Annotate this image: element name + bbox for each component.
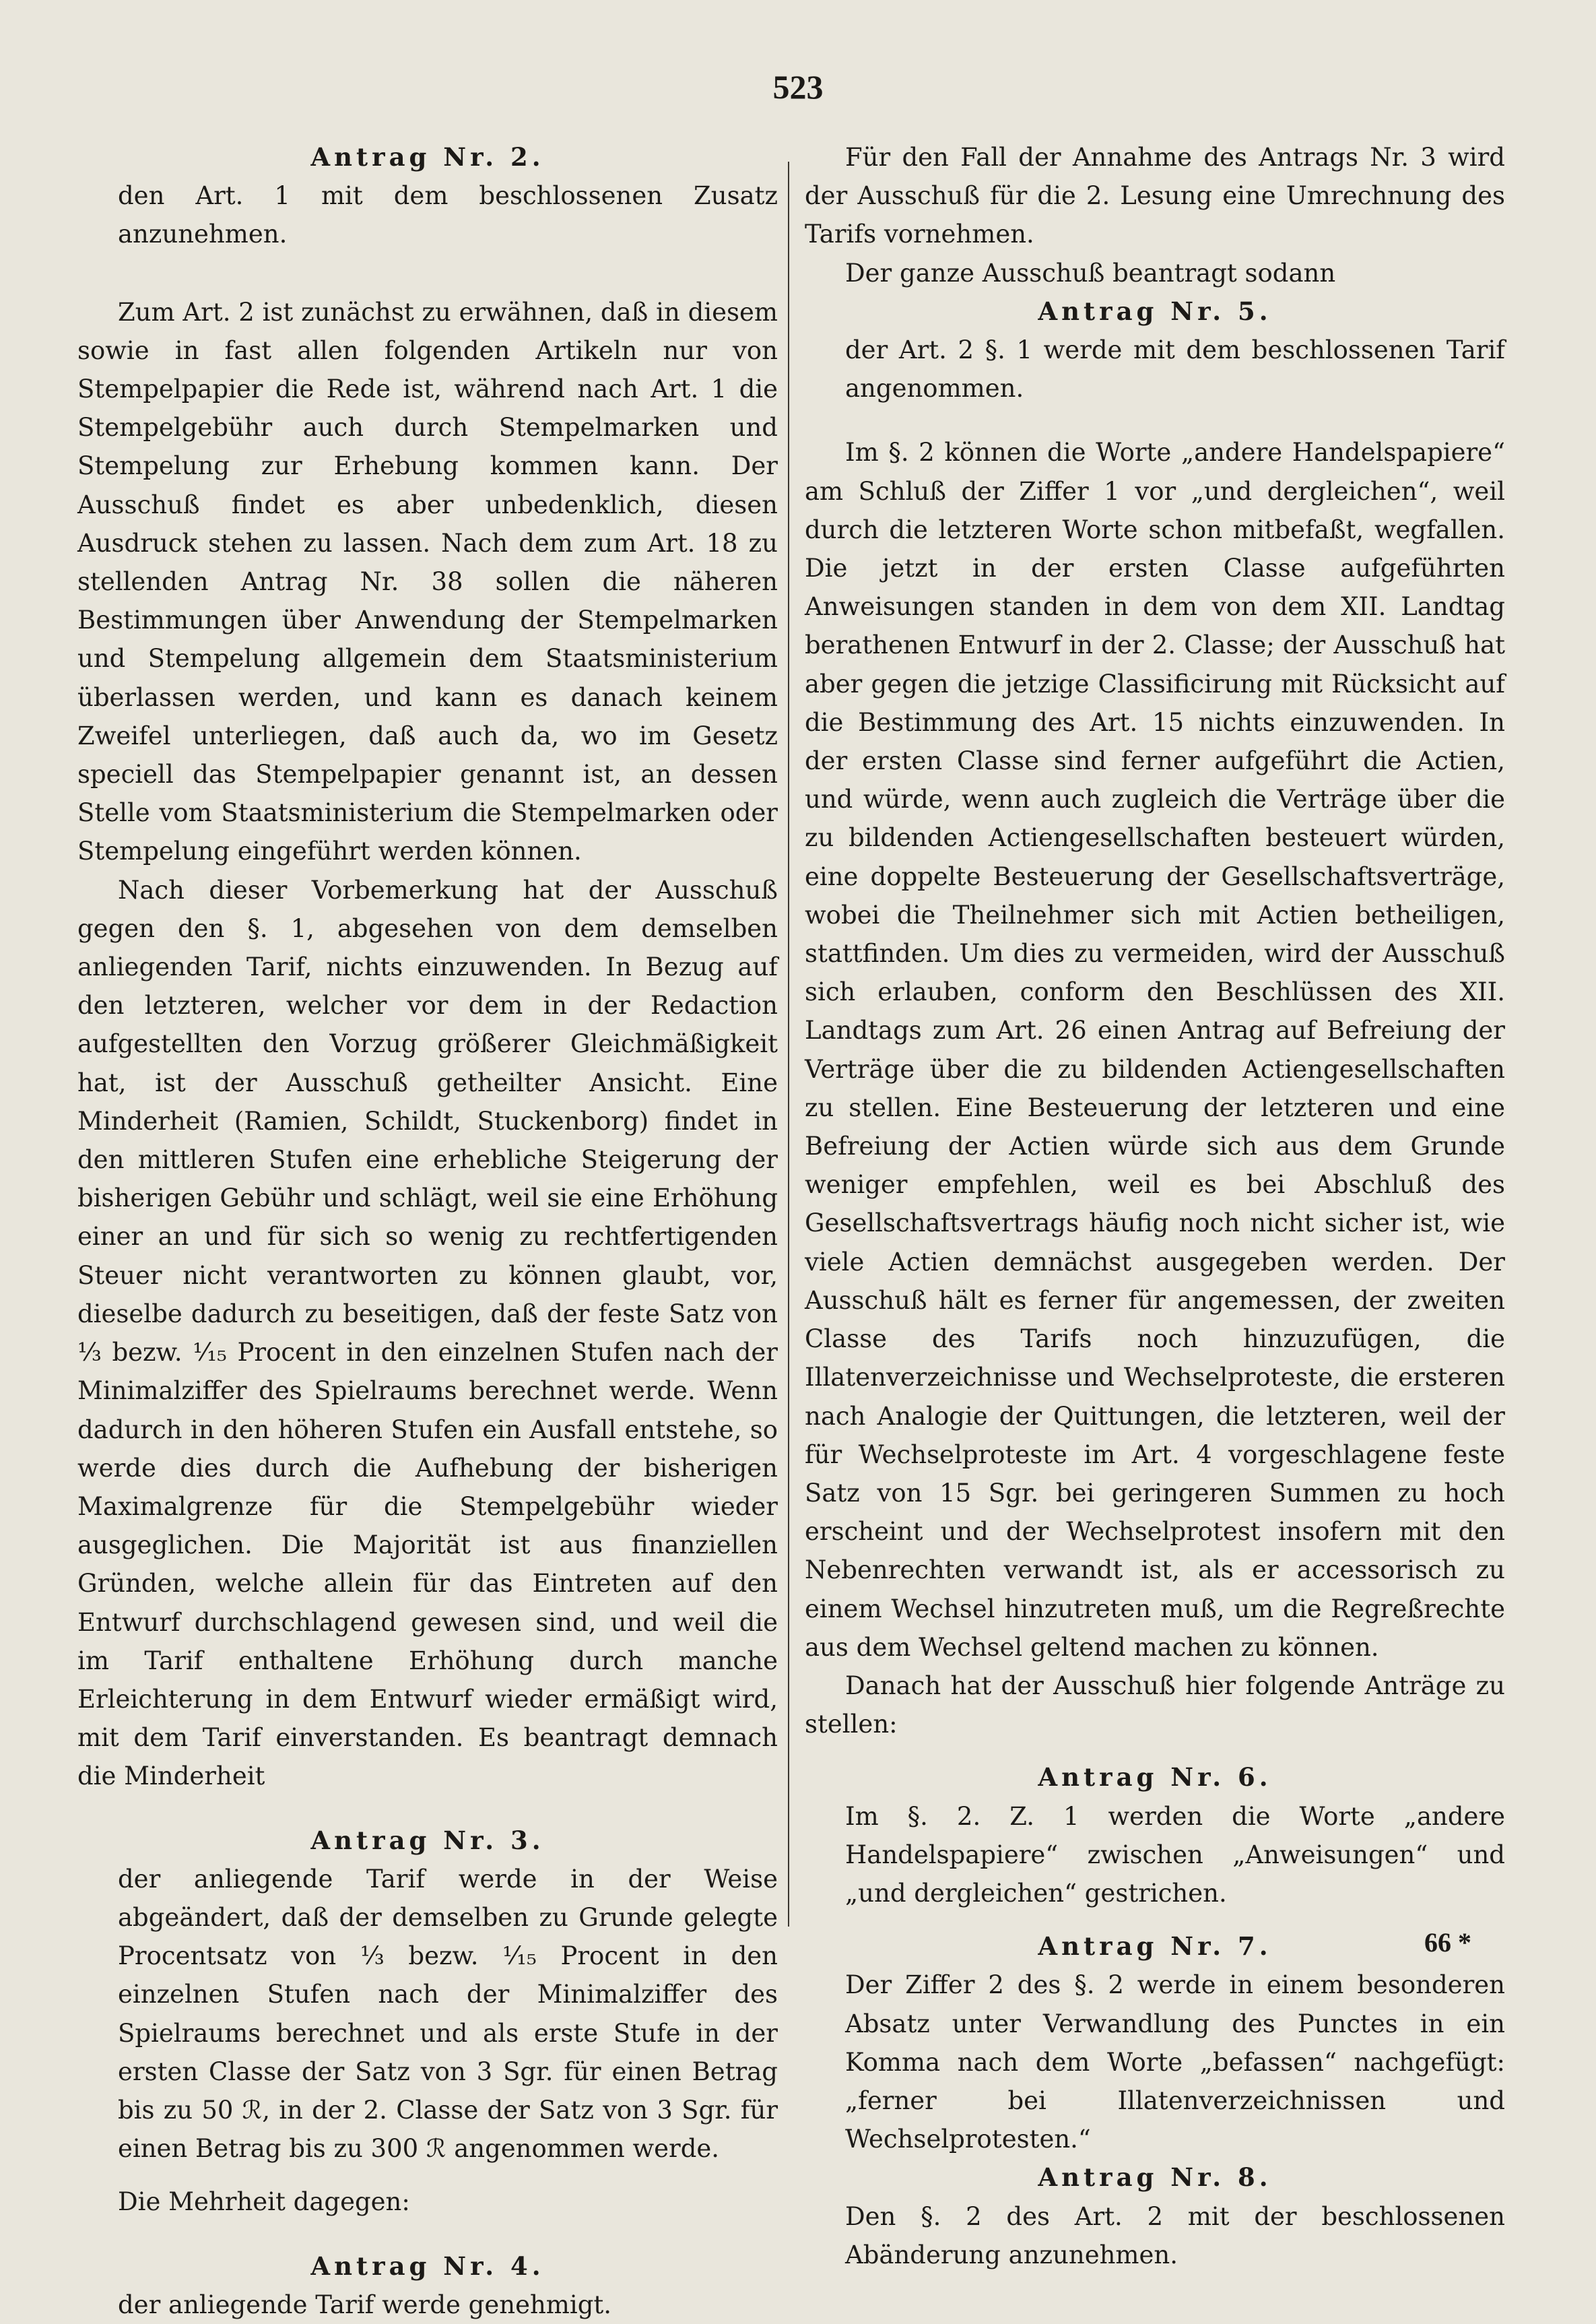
antrag-3-text: der anliegende Tarif werde in der Weise abgeändert, daß der demselben zu Grunde gelegte Procentsatz von ⅓ bezw. ¹⁄₁₅ Procent in den einzelnen Stufen nach der Minimalziffer des Spielraums berechnet und als erste Stufe in der ersten Classe der Satz von 3 Sgr. für einen Betrag bis zu 50 ℛ, in der 2. Classe der Satz von 3 Sgr. für einen Betrag bis zu 300 ℛ angenommen werde. <box>118 1864 778 2164</box>
antrag-2-heading: Antrag Nr. 2. <box>310 142 545 172</box>
antrag-4-text: der anliegende Tarif werde genehmigt. <box>118 2290 612 2319</box>
page-number: 523 <box>772 68 824 106</box>
majority-label: Die Mehrheit dagegen: <box>118 2187 410 2217</box>
right-paragraph-1: Für den Fall der Annahme des Antrags Nr. 3 wird der Ausschuß für die 2. Lesung eine Umrechnung des Tarifs vornehmen. <box>805 143 1505 249</box>
antrag-7-text: Der Ziffer 2 des §. 2 werde in einem besonderen Absatz unter Verwandlung des Punctes in ein Komma nach dem Worte „befassen“ nachgefügt: „ferner bei Illatenverzeichnissen und Wechselprotesten.“ <box>845 1970 1505 2154</box>
antrag-2-text: den Art. 1 mit dem beschlossenen Zusatz anzunehmen. <box>118 181 778 249</box>
right-paragraph-2: Der ganze Ausschuß beantragt sodann <box>845 258 1336 288</box>
left-column <box>77 138 778 2324</box>
right-paragraph-4: Danach hat der Ausschuß hier folgende Anträge zu stellen: <box>805 1671 1505 1739</box>
antrag-6-heading: Antrag Nr. 6. <box>1038 1762 1272 1793</box>
right-column <box>805 138 1505 2274</box>
antrag-8-heading: Antrag Nr. 8. <box>1038 2162 1272 2193</box>
antrag-4-heading: Antrag Nr. 4. <box>310 2251 545 2281</box>
antrag-8-text: Den §. 2 des Art. 2 mit der beschlossenen Abänderung anzunehmen. <box>845 2201 1505 2269</box>
left-paragraph-1: Zum Art. 2 ist zunächst zu erwähnen, daß in diesem sowie in fast allen folgenden Artikeln nur von Stempelpapier die Rede ist, während nach Art. 1 die Stempelgebühr auch durch Stempelmarken und Stempelung zur Erhebung kommen kann. Der Ausschuß findet es aber unbedenklich, diesen Ausdruck stehen zu lassen. Nach dem zum Art. 18 zu stellenden Antrag Nr. 38 sollen die näheren Bestimmungen über Anwendung der Stempelmarken und Stempelung allgemein dem Staatsministerium überlassen werden, und kann es danach keinem Zweifel unterliegen, daß auch da, wo im Gesetz speciell das Stempelpapier genannt ist, an dessen Stelle vom Staatsministerium die Stempelmarken oder Stempelung eingeführt werden können. <box>77 297 778 866</box>
antrag-6-text: Im §. 2. Z. 1 werden die Worte „andere Handelspapiere“ zwischen „Anweisungen“ und „und dergleichen“ gestrichen. <box>845 1801 1505 1908</box>
antrag-7-heading: Antrag Nr. 7. <box>1038 1931 1272 1962</box>
left-paragraph-2: Nach dieser Vorbemerkung hat der Ausschuß gegen den §. 1, abgesehen von dem demselben anliegenden Tarif, nichts einzuwenden. In Bezug auf den letzteren, welcher vor dem in der Redaction aufgestellten den Vorzug größerer Gleichmäßigkeit hat, ist der Ausschuß getheilter Ansicht. Eine Minderheit (Ramien, Schildt, Stuckenborg) findet in den mittleren Stufen eine erhebliche Steigerung der bisherigen Gebühr und schlägt, weil sie eine Erhöhung einer an und für sich so wenig zu rechtfertigenden Steuer nicht verantworten zu können glaubt, vor, dieselbe dadurch zu beseitigen, daß der feste Satz von ⅓ bezw. ¹⁄₁₅ Procent in den einzelnen Stufen nach der Minimalziffer des Spielraums berechnet werde. Wenn dadurch in den höheren Stufen ein Ausfall entstehe, so werde dies durch die Aufhebung der bisherigen Maximalgrenze für die Stempelgebühr wieder ausgeglichen. Die Majorität ist aus finanziellen Gründen, welche allein für das Eintreten auf den Entwurf durchschlagend gewesen sind, und weil die im Tarif enthaltene Erhöhung durch manche Erleichterung in dem Entwurf wieder ermäßigt wird, mit dem Tarif einverstanden. Es beantragt demnach die Minderheit <box>77 875 778 1791</box>
antrag-5-heading: Antrag Nr. 5. <box>1038 296 1272 326</box>
right-paragraph-3: Im §. 2 können die Worte „andere Handelspapiere“ am Schluß der Ziffer 1 vor „und dergleichen“, weil durch die letzteren Worte schon mitbefaßt, wegfallen. Die jetzt in der ersten Classe aufgeführten Anweisungen standen in dem von dem XII. Landtag berathenen Entwurf in der 2. Classe; der Ausschuß hat aber gegen die jetzige Classificirung mit Rücksicht auf die Bestimmung des Art. 15 nichts einzuwenden. In der ersten Classe sind ferner aufgeführt die Actien, und würde, wenn auch zugleich die Verträge über die zu bildenden Actiengesellschaften besteuert würden, eine doppelte Besteuerung der Gesellschaftsverträge, wobei die Theilnehmer sich mit Actien betheiligen, stattfinden. Um dies zu vermeiden, wird der Ausschuß sich erlauben, conform den Beschlüssen des XII. Landtags zum Art. 26 einen Antrag auf Befreiung der Verträge über die zu bildenden Actiengesellschaften zu stellen. Eine Besteuerung der letzteren und eine Befreiung der Actien würde sich aus dem Grunde weniger empfehlen, weil es bei Abschluß des Gesellschaftsvertrags häufig noch nicht sicher ist, wie viele Actien demnächst ausgegeben werden. Der Ausschuß hält es ferner für angemessen, der zweiten Classe des Tarifs noch hinzuzufügen, die Illatenverzeichnisse und Wechselproteste, die ersteren nach Analogie der Quittungen, die letzteren, weil der für Wechselproteste im Art. 4 vorgeschlagene feste Satz von 15 Sgr. bei geringeren Summen zu hoch erscheint und der Wechselprotest insofern mit den Nebenrechten verwandt ist, als er accessorisch zu einem Wechsel hinzutreten muß, um die Regreßrechte aus dem Wechsel geltend machen zu können. <box>805 438 1505 1662</box>
antrag-5-text: der Art. 2 §. 1 werde mit dem beschlossenen Tarif angenommen. <box>845 335 1505 404</box>
column-divider <box>788 162 789 1927</box>
antrag-3-heading: Antrag Nr. 3. <box>310 1825 545 1855</box>
signature-mark: 66 * <box>1424 1927 1471 1958</box>
